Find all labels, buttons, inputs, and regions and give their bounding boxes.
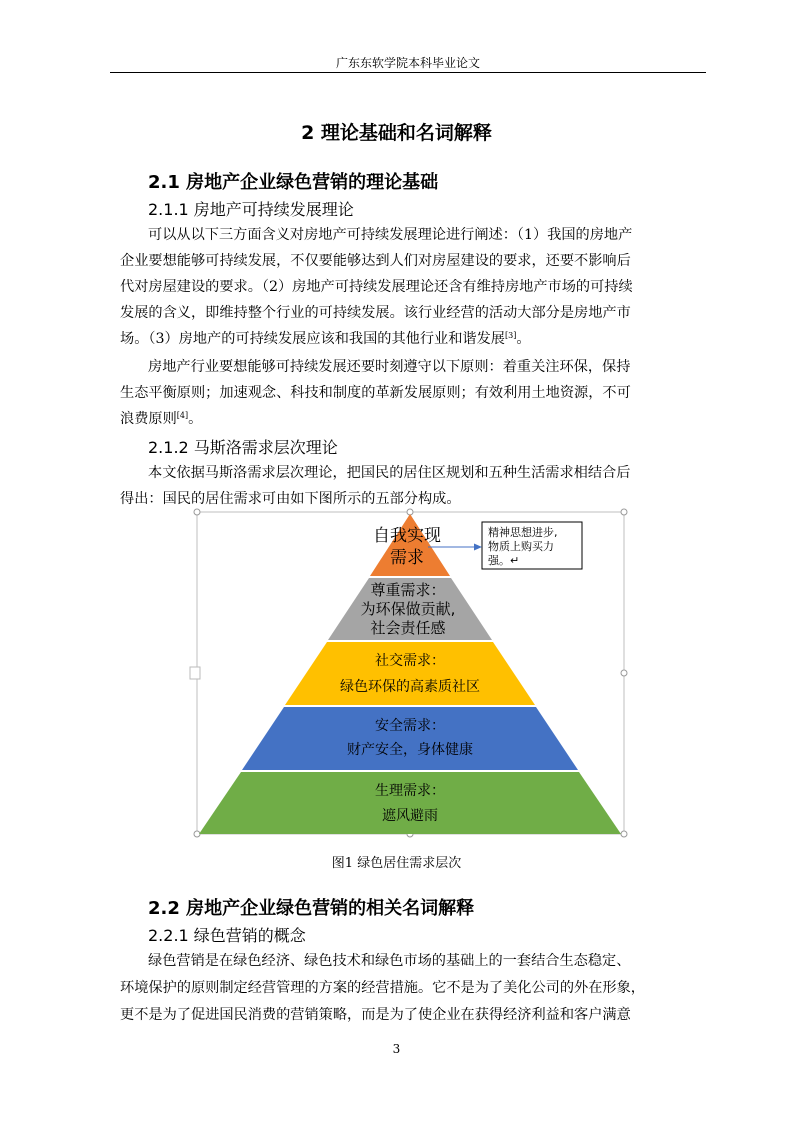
pyramid-label: 尊重需求： [370, 581, 446, 599]
paragraph-line: 得出：国民的居住需求可由如下图所示的五部分构成。 [120, 491, 461, 507]
subsection-heading-2-2-1: 2.2.1 绿色营销的概念 [148, 926, 306, 945]
paragraph-line: 发展的含义，即维持整个行业的可持续发展。该行业经营的活动大部分是房地产市 [120, 305, 631, 321]
paragraph-line: 企业要想能够可持续发展，不仅要能够达到人们对房屋建设的要求，还要不影响后 [120, 253, 631, 269]
subsection-heading-2-1-1: 2.1.1 房地产可持续发展理论 [148, 200, 354, 219]
paragraph-line: 代对房屋建设的要求。（2）房地产可持续发展理论还含有维持房地产市场的可持续 [120, 279, 633, 295]
pyramid-label: 财产安全，身体健康 [347, 742, 473, 758]
pyramid-label: 社会责任感 [370, 619, 446, 637]
callout-text: 物质上购买力 [488, 540, 554, 553]
paragraph-line: 可以从以下三方面含义对房地产可持续发展理论进行阐述：（1）我国的房地产 [148, 227, 633, 243]
pyramid-level-physiological [199, 772, 621, 834]
pyramid-label: 遮风避雨 [382, 808, 438, 824]
pyramid-label: 生理需求： [375, 783, 445, 799]
paragraph-line: 更不是为了促进国民消费的营销策略，而是为了使企业在获得经济利益和客户满意 [120, 1007, 631, 1023]
paragraph-line: 生态平衡原则；加速观念、科技和制度的革新发展原则；有效利用土地资源，不可 [120, 385, 631, 401]
callout-text: 强。↵ [488, 554, 520, 567]
resize-handle[interactable] [194, 509, 200, 515]
callout-arrowhead [474, 544, 482, 551]
pyramid-level-social [285, 642, 535, 705]
section-heading-2-1: 2.1 房地产企业绿色营销的理论基础 [148, 172, 439, 193]
pyramid-label: 社交需求： [375, 653, 445, 669]
pyramid-label: 为环保做贡献, [360, 600, 456, 618]
paragraph-line: 绿色营销是在绿色经济、绿色技术和绿色市场的基础上的一套结合生态稳定、 [148, 953, 631, 969]
pyramid-level-safety [242, 707, 578, 770]
page-header: 广东东软学院本科毕业论文 [335, 56, 480, 70]
paragraph-line: 房地产行业要想能够可持续发展还要时刻遵守以下原则：着重关注环保，保持 [148, 359, 631, 375]
paragraph-text: 浪费原则 [120, 411, 177, 427]
pyramid-label: 绿色环保的高素质社区 [340, 679, 480, 695]
resize-handle[interactable] [621, 670, 627, 676]
resize-handle[interactable] [621, 509, 627, 515]
subsection-heading-2-1-2: 2.1.2 马斯洛需求层次理论 [148, 438, 338, 457]
pyramid-label: 自我实现 [373, 526, 441, 546]
figure-caption: 图1 绿色居住需求层次 [331, 856, 462, 871]
pyramid-label: 需求 [390, 548, 424, 568]
section-heading-2-2: 2.2 房地产企业绿色营销的相关名词解释 [148, 898, 475, 919]
citation-ref: [3] [505, 331, 517, 340]
paragraph-text: 。 [188, 411, 203, 427]
paragraph-line: 环境保护的原则制定经营管理的方案的经营措施。它不是为了美化公司的外在形象， [120, 980, 645, 996]
citation-ref: [4] [176, 411, 189, 420]
page-number: 3 [392, 1042, 401, 1056]
paragraph-text: 场。（3）房地产的可持续发展应该和我国的其他行业和谐发展 [120, 331, 505, 347]
layout-options-icon[interactable] [190, 667, 200, 679]
pyramid-label: 安全需求： [375, 718, 445, 734]
chapter-title: 2 理论基础和名词解释 [301, 122, 492, 144]
resize-handle[interactable] [621, 831, 627, 837]
callout-text: 精神思想进步, [488, 526, 558, 539]
paragraph-line: 本文依据马斯洛需求层次理论，把国民的居住区规划和五种生活需求相结合后 [148, 465, 631, 481]
paragraph-text: 。 [516, 331, 531, 347]
